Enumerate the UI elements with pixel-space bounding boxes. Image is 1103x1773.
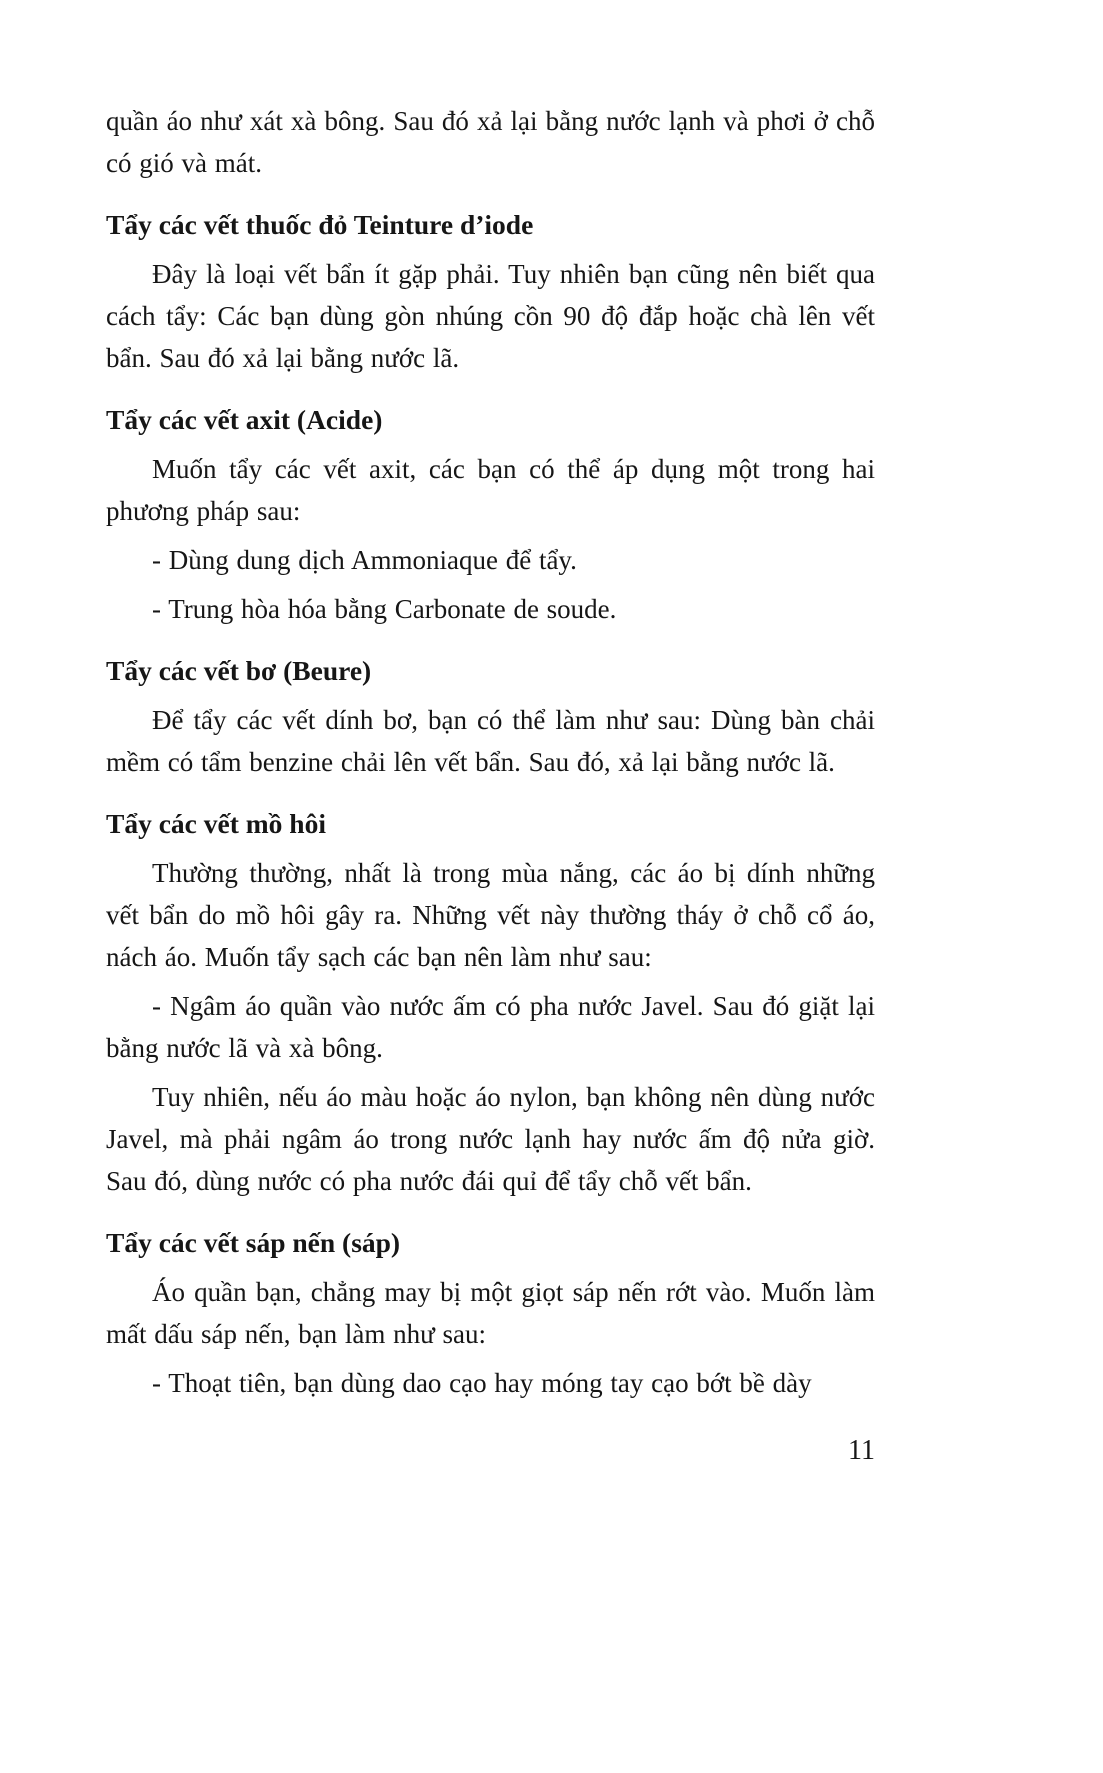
page-number: 11 [848,1435,875,1466]
paragraph: Đây là loại vết bẩn ít gặp phải. Tuy nhiên bạn cũng nên biết qua cách tẩy: Các bạn dùng gòn nhúng cồn 90 độ đắp hoặc chà lên vết bẩn. Sau đó xả lại bằng nước lã. [106,259,875,373]
paragraph: Áo quần bạn, chẳng may bị một giọt sáp nến rớt vào. Muốn làm mất dấu sáp nến, bạn làm như sau: [106,1277,875,1349]
list-item: - Trung hòa hóa bằng Carbonate de soude. [152,594,617,624]
list-item: - Dùng dung dịch Ammoniaque để tẩy. [152,545,577,575]
list-item: - Ngâm áo quần vào nước ấm có pha nước Javel. Sau đó giặt lại bằng nước lã và xà bông. [106,991,875,1063]
paragraph: Thường thường, nhất là trong mùa nắng, các áo bị dính những vết bẩn do mồ hôi gây ra. Những vết này thường tháy ở chỗ cổ áo, nách áo. Muốn tẩy sạch các bạn nên làm như sau: [106,858,875,972]
section-heading-sap-nen: Tẩy các vết sáp nến (sáp) [106,1227,401,1258]
list-item: - Thoạt tiên, bạn dùng dao cạo hay móng tay cạo bớt bề dày [152,1368,812,1398]
section-heading-bo: Tẩy các vết bơ (Beure) [106,655,372,686]
paragraph: Tuy nhiên, nếu áo màu hoặc áo nylon, bạn không nên dùng nước Javel, mà phải ngâm áo trong nước lạnh hay nước ấm độ nửa giờ. Sau đó, dùng nước có pha nước đái quỉ để tẩy chỗ vết bẩn. [106,1082,875,1196]
section-heading-axit: Tẩy các vết axit (Acide) [106,404,383,435]
paragraph: Muốn tẩy các vết axit, các bạn có thể áp dụng một trong hai phương pháp sau: [106,454,875,526]
section-heading-teinture-diode: Tẩy các vết thuốc đỏ Teinture d’iode [106,209,534,240]
section-heading-mo-hoi: Tẩy các vết mồ hôi [106,808,326,839]
paragraph: Để tẩy các vết dính bơ, bạn có thể làm như sau: Dùng bàn chải mềm có tẩm benzine chải lên vết bẩn. Sau đó, xả lại bằng nước lã. [106,705,875,777]
paragraph-continued: quần áo như xát xà bông. Sau đó xả lại bằng nước lạnh và phơi ở chỗ có gió và mát. [106,106,875,178]
